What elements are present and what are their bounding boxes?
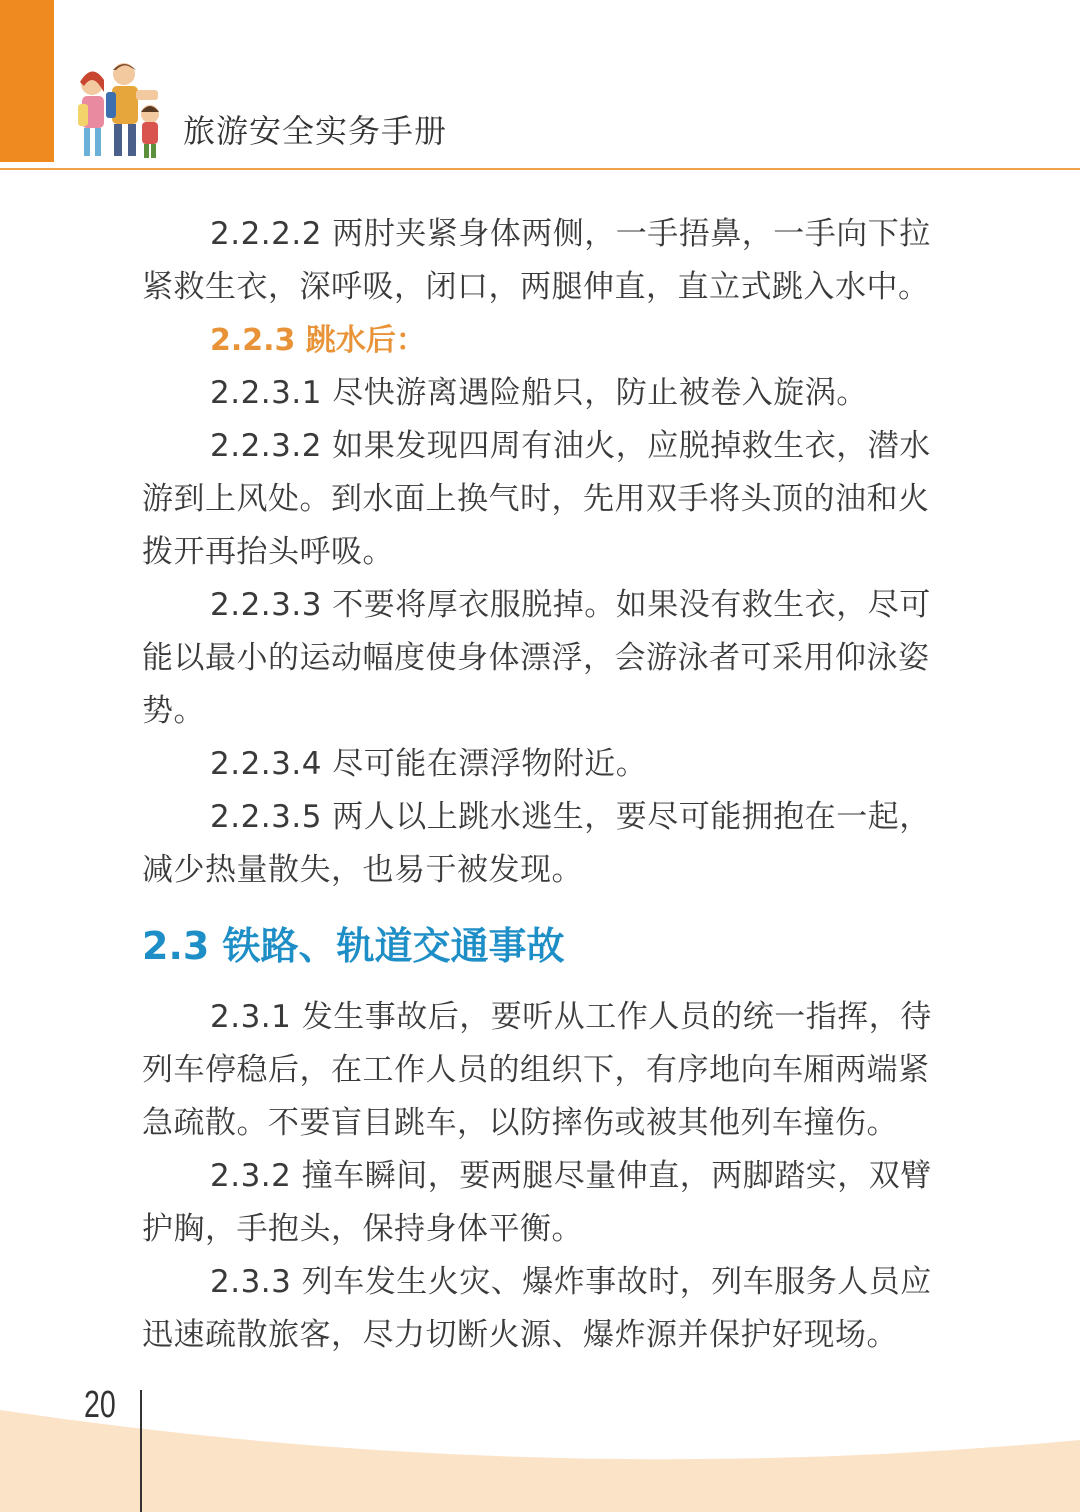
paragraph: 2.2.3.5 两人以上跳水逃生，要尽可能拥抱在一起，减少热量散失，也易于被发现。 [142,799,931,888]
footer-decorative-curve [0,1380,1080,1512]
child-hair [141,106,159,112]
woman-leg [84,128,90,156]
section-heading: 2.3 铁路、轨道交通事故 [142,924,565,968]
subheading: 2.2.3 跳水后： [210,323,426,358]
paragraph: 2.3.2 撞车瞬间，要两腿尽量伸直，两脚踏实，双臂护胸，手抱头，保持身体平衡。 [142,1158,932,1247]
woman-leg [95,128,101,156]
child-leg [151,144,156,158]
paragraph: 2.2.2.2 两肘夹紧身体两侧，一手捂鼻，一手向下拉紧救生衣，深呼吸，闭口，两腿伸直，直立式跳入水中。 [142,216,931,305]
child-body [142,122,158,144]
paragraph: 2.2.3.1 尽快游离遇险船只，防止被卷入旋涡。 [210,375,868,411]
paragraph: 2.3.3 列车发生火灾、爆炸事故时，列车服务人员应迅速疏散旅客，尽力切断火源、爆炸源并保护好现场。 [142,1264,932,1353]
paragraph: 2.2.3.2 如果发现四周有油火，应脱掉救生衣，潜水游到上风处。到水面上换气时，先用双手将头顶的油和火拨开再抬头呼吸。 [142,428,931,570]
page-content [142,208,942,1362]
header-divider [0,168,1080,170]
page-number-divider [140,1390,142,1512]
man-leg [114,124,122,156]
book-title: 旅游安全实务手册 [183,112,448,150]
paragraph: 2.2.3.3 不要将厚衣服脱掉。如果没有救生衣，尽可能以最小的运动幅度使身体漂浮，会游泳者可采用仰泳姿势。 [142,587,931,729]
woman-bag [78,104,88,126]
header-accent-bar [0,0,54,162]
man-backpack [106,92,116,118]
paragraph: 2.2.3.4 尽可能在漂浮物附近。 [210,746,648,782]
paragraph: 2.3.1 发生事故后，要听从工作人员的统一指挥，待列车停稳后，在工作人员的组织下，有序地向车厢两端紧急疏散。不要盲目跳车，以防摔伤或被其他列车撞伤。 [142,999,932,1141]
page-number: 20 [84,1384,116,1426]
man-leg [128,124,136,156]
man-head [113,63,135,85]
child-leg [144,144,149,158]
family-tourists-illustration [66,56,178,166]
man-arm [136,90,158,100]
